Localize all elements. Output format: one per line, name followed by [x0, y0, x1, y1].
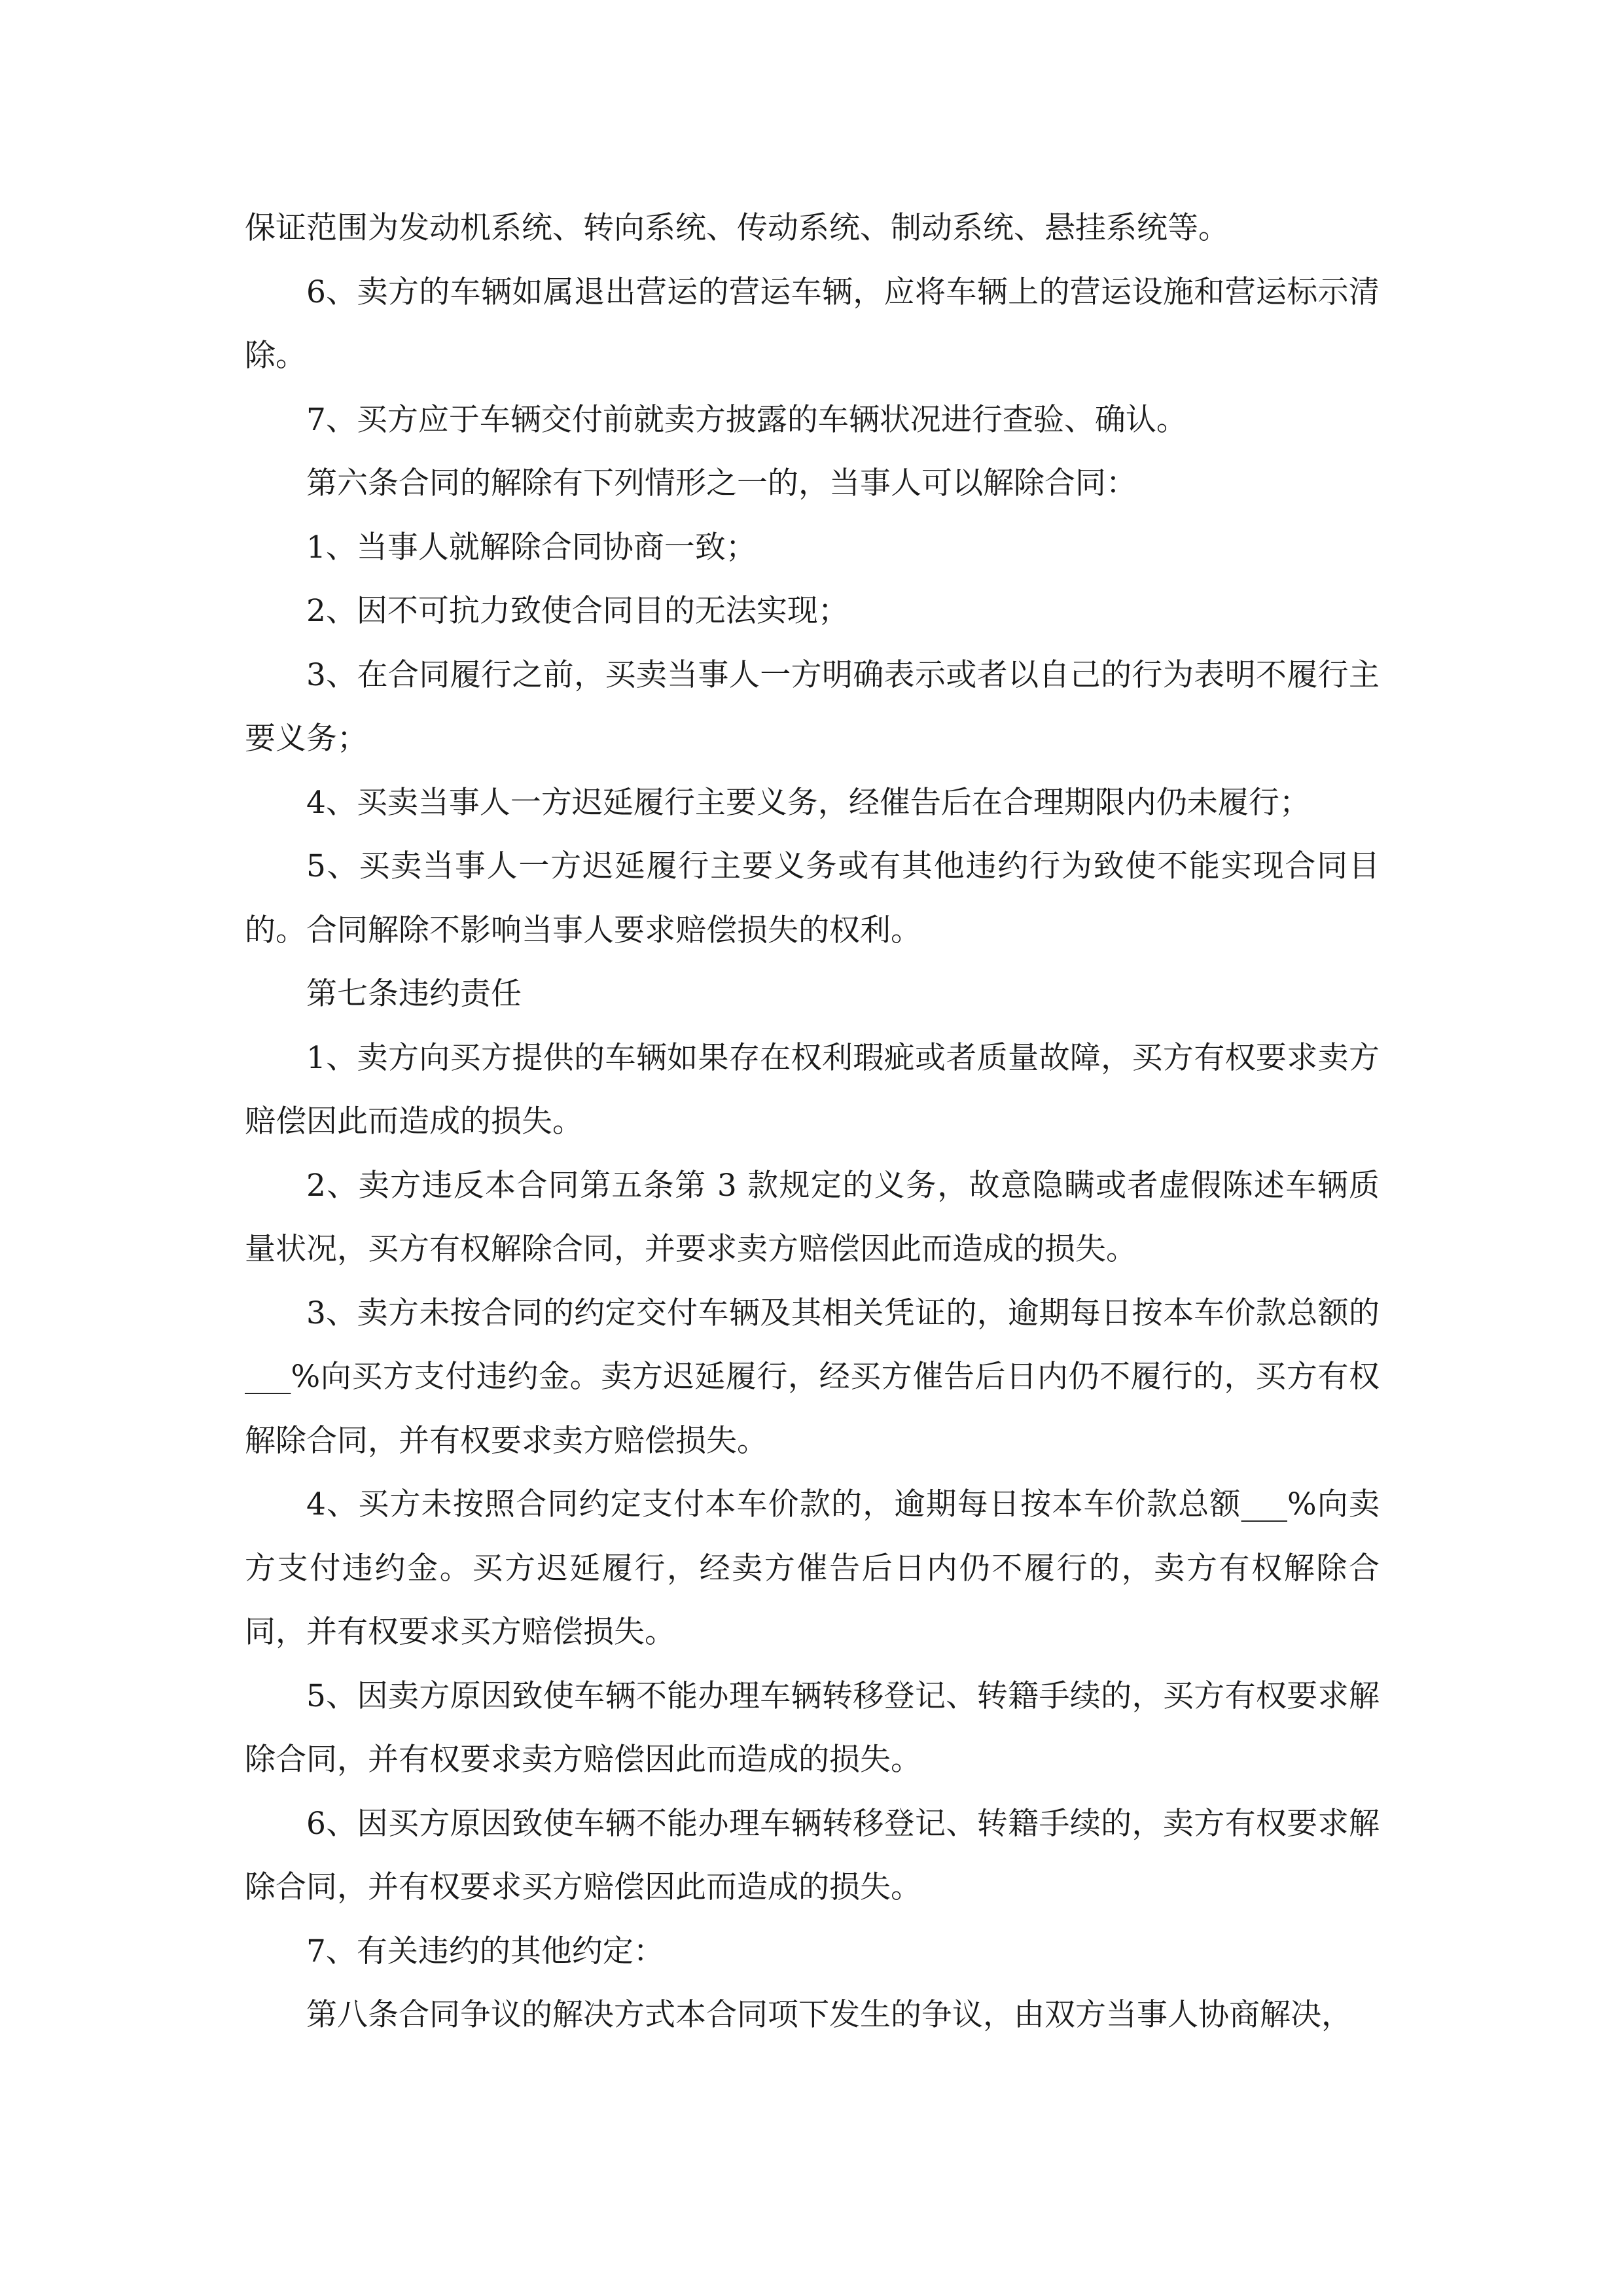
paragraph-liability-4: 4、买方未按照合同约定支付本车价款的，逾期每日按本车价款总额___%向卖方支付违约金。买方迟延履行，经卖方催告后日内仍不履行的，卖方有权解除合同，并有权要求买方赔偿损失。: [245, 1486, 1380, 1650]
paragraph-buyer-7: 7、买方应于车辆交付前就卖方披露的车辆状况进行查验、确认。: [306, 401, 1187, 438]
document-body: [245, 196, 1380, 2047]
heading-article-8: 第八条合同争议的解决方式本合同项下发生的争议，由双方当事人协商解决，: [306, 1997, 1352, 2033]
paragraph-termination-5: 5、买卖当事人一方迟延履行主要义务或有其他违约行为致使不能实现合同目的。合同解除不影响当事人要求赔偿损失的权利。: [245, 848, 1380, 948]
paragraph-termination-2: 2、因不可抗力致使合同目的无法实现；: [306, 593, 849, 629]
paragraph-termination-1: 1、当事人就解除合同协商一致；: [306, 529, 757, 565]
paragraph-warranty-scope: 保证范围为发动机系统、转向系统、传动系统、制动系统、悬挂系统等。: [245, 210, 1229, 246]
paragraph-liability-1: 1、卖方向买方提供的车辆如果存在权利瑕疵或者质量故障，买方有权要求卖方赔偿因此而造成的损失。: [245, 1039, 1380, 1139]
heading-article-6: 第六条合同的解除有下列情形之一的，当事人可以解除合同：: [306, 465, 1137, 501]
paragraph-termination-4: 4、买卖当事人一方迟延履行主要义务，经催告后在合理期限内仍未履行；: [306, 784, 1310, 821]
paragraph-seller-6: 6、卖方的车辆如属退出营运的营运车辆，应将车辆上的营运设施和营运标示清除。: [245, 274, 1380, 374]
paragraph-liability-6: 6、因买方原因致使车辆不能办理车辆转移登记、转籍手续的，卖方有权要求解除合同，并有权要求买方赔偿因此而造成的损失。: [245, 1805, 1380, 1905]
paragraph-liability-5: 5、因卖方原因致使车辆不能办理车辆转移登记、转籍手续的，买方有权要求解除合同，并有权要求卖方赔偿因此而造成的损失。: [245, 1677, 1380, 1778]
paragraph-liability-3: 3、卖方未按合同的约定交付车辆及其相关凭证的，逾期每日按本车价款总额的___%向买方支付违约金。卖方迟延履行，经买方催告后日内仍不履行的，买方有权解除合同，并有权要求卖方赔偿损失。: [245, 1295, 1380, 1459]
paragraph-liability-7: 7、有关违约的其他约定：: [306, 1933, 664, 1969]
heading-article-7: 第七条违约责任: [306, 976, 522, 1012]
paragraph-liability-2: 2、卖方违反本合同第五条第 3 款规定的义务，故意隐瞒或者虚假陈述车辆质量状况，买方有权解除合同，并要求卖方赔偿因此而造成的损失。: [245, 1167, 1380, 1267]
paragraph-termination-3: 3、在合同履行之前，买卖当事人一方明确表示或者以自己的行为表明不履行主要义务；: [245, 656, 1380, 757]
